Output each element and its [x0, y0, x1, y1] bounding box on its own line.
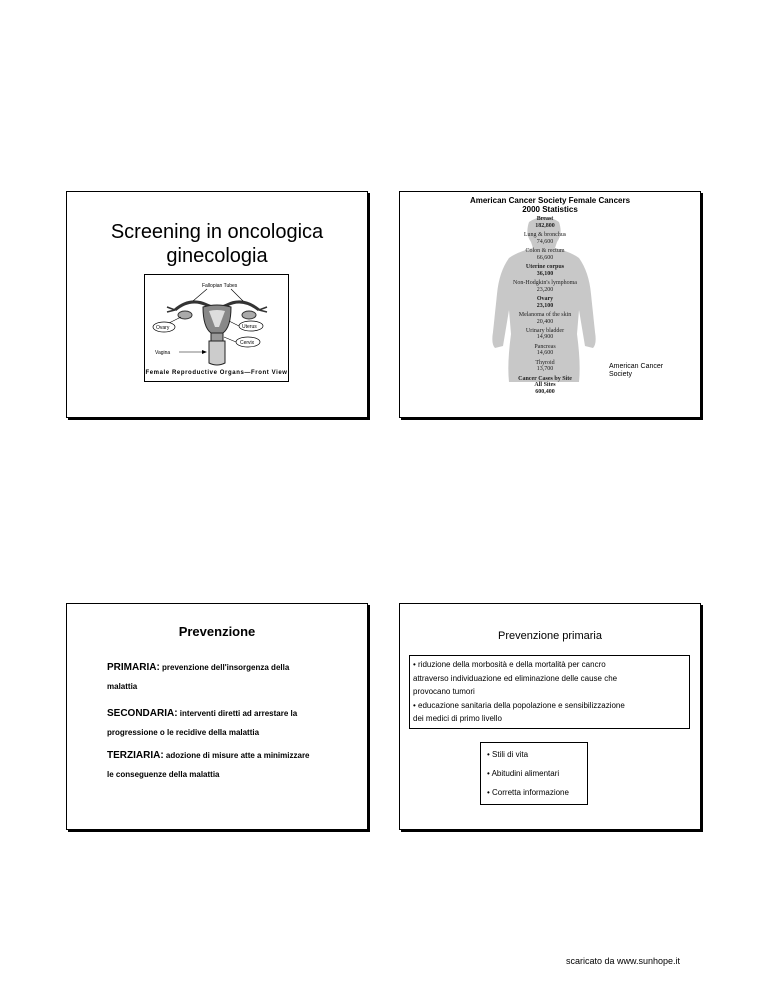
list-item: • Corretta informazione — [487, 788, 569, 797]
level-terziaria: TERZIARIA: adozione di misure atte a minimizzare le conseguenze della malattia — [107, 750, 310, 779]
uterus-illustration — [145, 275, 288, 381]
label-fallopian-tubes: Fallopian Tubes — [202, 283, 238, 289]
list-item: • Abitudini alimentari — [487, 769, 560, 778]
slide-2-title — [400, 196, 700, 214]
label-ovary: Ovary — [156, 325, 170, 331]
slide-3 — [66, 603, 368, 830]
diagram-caption: Female Reproductive Organs—Front View — [145, 370, 288, 376]
slide-4 — [399, 603, 701, 830]
bullet-line: dei medici di primo livello — [413, 714, 502, 723]
slide-1-title — [67, 220, 367, 268]
lifestyle-items-box — [480, 742, 588, 805]
site-pancreas: Pancreas 14,600 — [534, 343, 556, 357]
site-breast: Breast 182,800 — [535, 216, 555, 229]
label-cervix: Cervix — [240, 340, 255, 346]
acs-title-line-1: American Cancer Society Female Cancers — [469, 196, 631, 205]
title-line-2: ginecologia — [166, 245, 268, 267]
bullet-line: • educazione sanitaria della popolazione e sensibilizzazione — [413, 700, 625, 710]
slide-1 — [66, 191, 368, 418]
acs-title-line-2: 2000 Statistics — [522, 205, 578, 214]
site-uterine-corpus: Uterine corpus 36,100 — [525, 263, 565, 277]
bullet-line: provocano tumori — [413, 687, 475, 696]
site-bladder: Urinary bladder 14,900 — [525, 327, 565, 341]
level-secondaria: SECONDARIA: interventi diretti ad arrestare la progressione o le recidive della malattia — [107, 708, 298, 737]
site-ovary: Ovary 23,100 — [536, 295, 554, 309]
label-uterus: Uterus — [242, 324, 257, 330]
site-melanoma: Melanoma of the skin 20,400 — [518, 311, 572, 325]
source-credit: American Cancer Society — [609, 363, 664, 378]
primary-prevention-box — [409, 655, 690, 729]
site-lymphoma: Non-Hodgkin's lymphoma 23,200 — [513, 279, 577, 293]
bullet-line: • riduzione della morbosità e della mortalità per cancro — [413, 660, 606, 669]
reproductive-organs-diagram — [144, 274, 289, 382]
bullet-line: attraverso individuazione ed eliminazione delle cause che — [413, 673, 618, 683]
site-lung: Lung & bronchus 74,600 — [523, 231, 567, 245]
label-vagina: Vagina — [155, 350, 171, 356]
site-total: Cancer Cases by Site All Sites 600,400 — [518, 375, 572, 396]
slide-2 — [399, 191, 701, 418]
slide-4-title: Prevenzione primaria — [498, 630, 602, 642]
site-thyroid: Thyroid 13,700 — [535, 359, 555, 373]
list-item: • Stili di vita — [487, 750, 529, 759]
title-line-1: Screening in oncologica — [110, 221, 324, 243]
footer-source: scaricato da www.sunhope.it — [566, 956, 681, 966]
cancer-sites-list — [489, 216, 601, 396]
slide-3-title: Prevenzione — [178, 624, 256, 639]
level-primaria: PRIMARIA: prevenzione dell'insorgenza della malattia — [107, 662, 290, 691]
site-colon: Colon & rectum 66,600 — [525, 247, 565, 261]
